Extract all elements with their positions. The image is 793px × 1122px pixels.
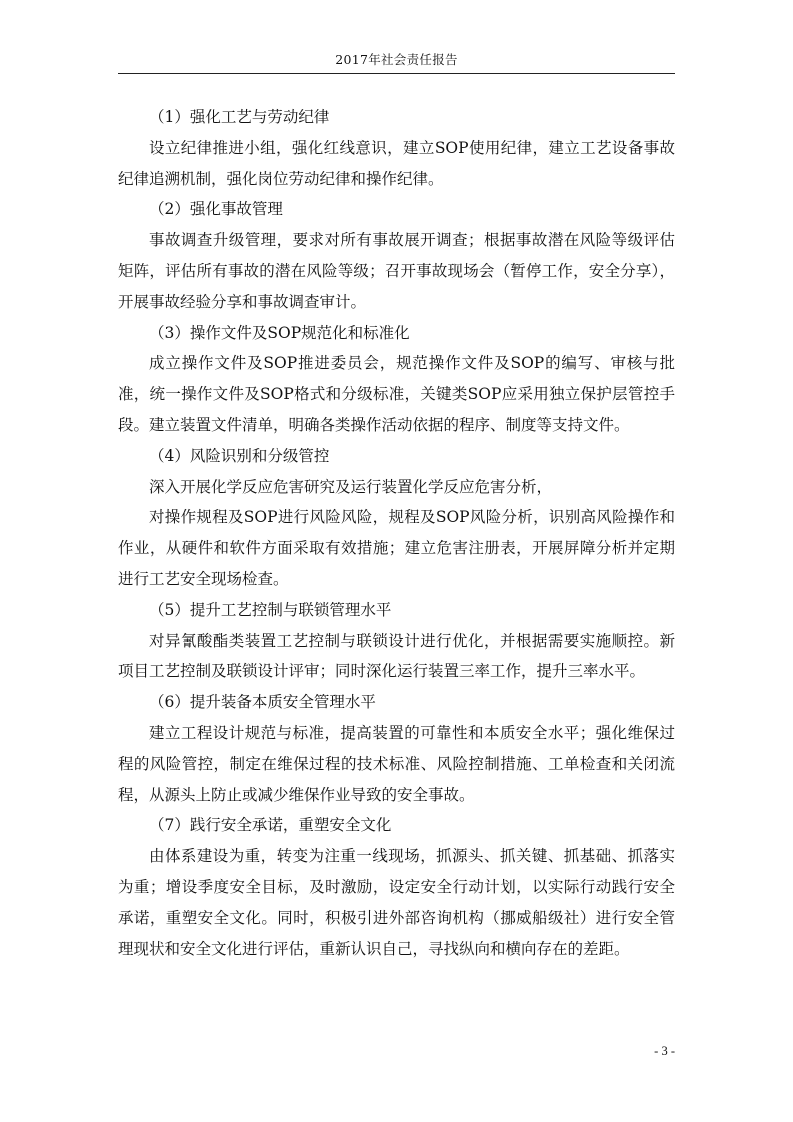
paragraph: 对操作规程及SOP进行风险风险，规程及SOP风险分析，识别高风险操作和作业，从硬件和软件方面采取有效措施；建立危害注册表，开展屏障分析并定期进行工艺安全现场检查。 (118, 508, 675, 588)
section-heading: （5）提升工艺控制与联锁管理水平 (149, 600, 392, 619)
paragraph: 设立纪律推进小组，强化红线意识，建立SOP使用纪律，建立工艺设备事故纪律追溯机制，强化岗位劳动纪律和操作纪律。 (118, 138, 675, 188)
section-heading: （2）强化事故管理 (149, 200, 283, 219)
paragraph: 建立工程设计规范与标准，提高装置的可靠性和本质安全水平；强化维保过程的风险管控，制定在维保过程的技术标准、风险控制措施、工单检查和关闭流程，从源头上防止或减少维保作业导致的安全事故。 (118, 723, 675, 804)
section-heading: （6）提升装备本质安全管理水平 (149, 693, 376, 712)
paragraph: 对异氰酸酯类装置工艺控制与联锁设计进行优化，并根据需要实施顺控。新项目工艺控制及联锁设计评审；同时深化运行装置三率工作，提升三率水平。 (118, 631, 675, 681)
section-heading: （3）操作文件及SOP规范化和标准化 (149, 323, 410, 342)
section-heading: （7）践行安全承诺，重塑安全文化 (149, 816, 392, 835)
document-body (118, 102, 675, 964)
paragraph: 事故调查升级管理，要求对所有事故展开调查；根据事故潜在风险等级评估矩阵，评估所有事故的潜在风险等级；召开事故现场会（暂停工作，安全分享），开展事故经验分享和事故调查审计。 (118, 231, 675, 311)
paragraph: 由体系建设为重，转变为注重一线现场，抓源头、抓关键、抓基础、抓落实为重；增设季度安全目标，及时激励，设定安全行动计划，以实际行动践行安全承诺，重塑安全文化。同时，积极引进外部咨询机构（挪威船级社）进行安全管理现状和安全文化进行评估，重新认识自己，寻找纵向和横向存在的差距。 (118, 847, 675, 958)
section-heading: （1）强化工艺与劳动纪律 (149, 108, 330, 126)
page-number: - 3 - (654, 1044, 675, 1058)
header-divider (118, 73, 675, 74)
page-header: 2017年社会责任报告 (335, 52, 458, 67)
paragraph: 深入开展化学反应危害研究及运行装置化学反应危害分析， (149, 477, 553, 496)
section-heading: （4）风险识别和分级管控 (149, 446, 330, 465)
paragraph: 成立操作文件及SOP推进委员会，规范操作文件及SOP的编写、审核与批准，统一操作文件及SOP格式和分级标准，关键类SOP应采用独立保护层管控手段。建立装置文件清单，明确各类操作活动依据的程序、制度等支持文件。 (118, 354, 675, 434)
